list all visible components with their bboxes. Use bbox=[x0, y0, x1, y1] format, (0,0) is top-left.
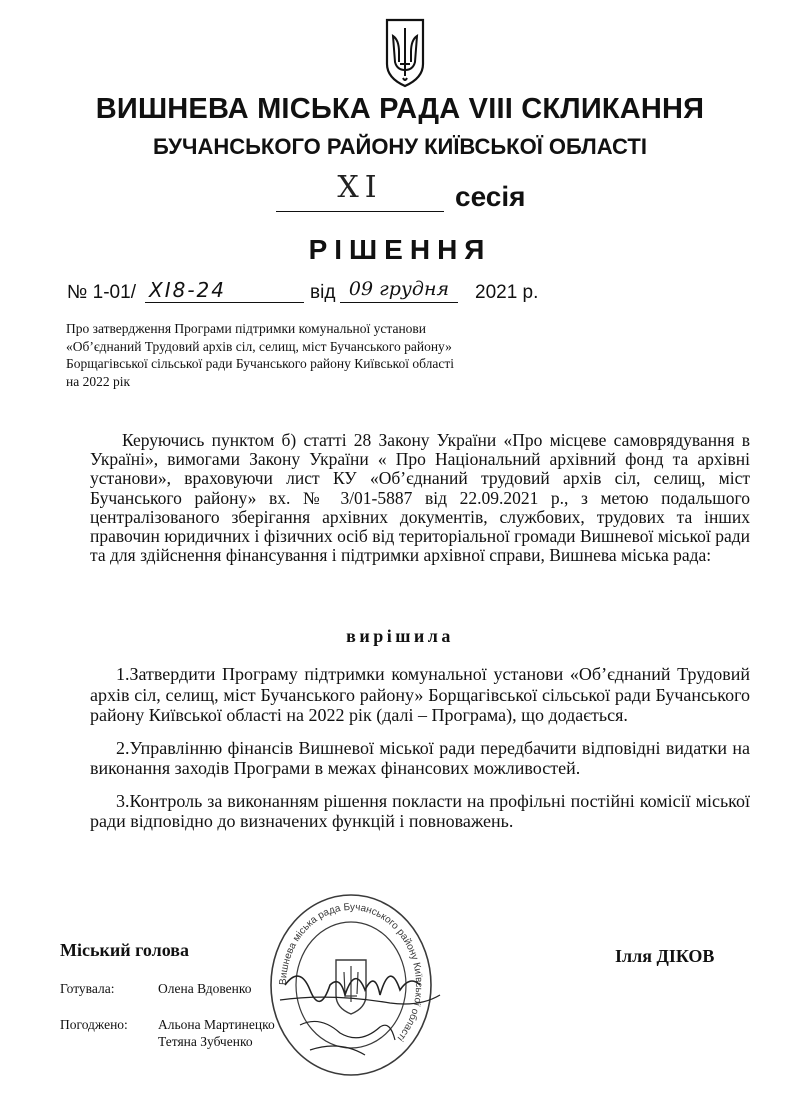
mayor-label: Міський голова bbox=[60, 940, 189, 960]
decision-items bbox=[90, 664, 750, 844]
decision-number-handwritten: XI8-24 bbox=[145, 278, 304, 303]
decision-number-prefix: № 1-01/ bbox=[67, 282, 136, 303]
agreed-name: Тетяна Зубченко bbox=[158, 1034, 253, 1049]
decision-item: 3.Контроль за виконанням рішення покласти на профільні постійні комісії міської ради відповідно до визначених функцій і повноважень. bbox=[90, 790, 750, 831]
session-label: сесія bbox=[455, 181, 526, 212]
decision-year: 2021 р. bbox=[475, 282, 539, 303]
preamble-text: Керуючись пунктом б) статті 28 Закону України «Про місцеве самоврядування в Україні», вимогами Закону України « Про Національний архівний фонд та архівні установи», враховуючи лист КУ «Об’єднаний трудовий архів сіл, селищ, міст Бучанського району» вх. № 3/01-5887 від 22.09.2021 р., з метою подальшого централізованого зберігання архівних документів, службових, трудових та інших правочин юридичних і фізичних осіб від територіальної громади Вишневої міської ради та для здійснення фінансування і підтримки архівної справи, Вишнева міська рада: bbox=[90, 430, 750, 566]
resolved-heading: вирішила bbox=[346, 626, 454, 646]
decision-subject bbox=[66, 320, 506, 390]
prepared-label: Готувала: bbox=[60, 981, 115, 996]
decision-title: РІШЕННЯ bbox=[308, 234, 492, 265]
subject-line: «Об’єднаний Трудовий архів сіл, селищ, міст Бучанського району» bbox=[66, 338, 452, 354]
mayor-name: Ілля ДІКОВ bbox=[615, 946, 715, 966]
session-number: XI bbox=[337, 170, 383, 205]
subject-line: Борщагівської сільської ради Бучанського району Київської області bbox=[66, 356, 455, 371]
date-prefix: від bbox=[310, 282, 336, 303]
trident-emblem-icon bbox=[383, 18, 427, 88]
preamble-paragraph bbox=[90, 431, 750, 565]
subject-line: Про затвердження Програми підтримки комунальної установи bbox=[66, 321, 427, 336]
svg-text:Вишнева міська рада Бучанськог: Вишнева міська рада Бучанського району Київської області bbox=[277, 901, 425, 1044]
agreed-name: Альона Мартинецко bbox=[158, 1017, 275, 1032]
subject-line: на 2022 рік bbox=[66, 373, 131, 389]
decision-item: 2.Управлінню фінансів Вишневої міської ради передбачити відповідні видатки на виконання заходів Програми в межах фінансових можливостей. bbox=[90, 737, 750, 778]
agreed-label: Погоджено: bbox=[60, 1017, 128, 1032]
decision-date-handwritten: 09 грудня bbox=[340, 278, 458, 303]
prepared-name: Олена Вдовенко bbox=[158, 981, 252, 996]
signature-scribble bbox=[270, 945, 450, 1070]
district-subtitle: БУЧАНСЬКОГО РАЙОНУ КИЇВСЬКОЇ ОБЛАСТІ bbox=[153, 134, 647, 159]
decision-item: 1.Затвердити Програму підтримки комунальної установи «Об’єднаний Трудовий архів сіл, селищ, міст Бучанського району» Борщагівської сільської ради Бучанського району Київської області на 2022 рік (далі – Програма), що додається. bbox=[90, 664, 750, 725]
council-title: ВИШНЕВА МІСЬКА РАДА VIII СКЛИКАННЯ bbox=[95, 93, 705, 125]
